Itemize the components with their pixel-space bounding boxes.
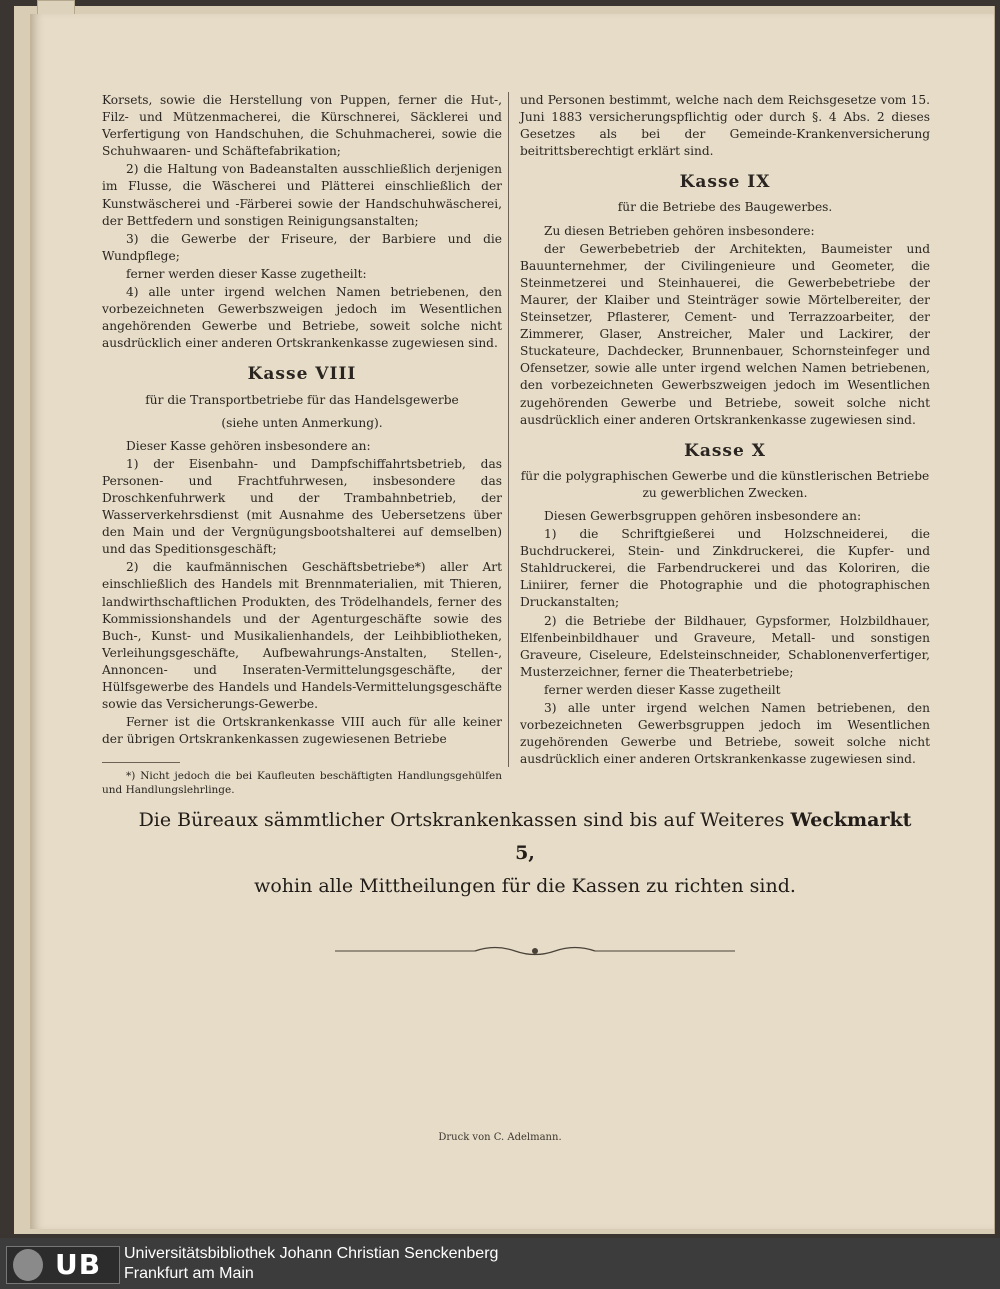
paragraph: 3) die Gewerbe der Friseure, der Barbiere und die Wundpflege; <box>102 231 502 263</box>
paragraph: 4) alle unter irgend welchen Namen betriebenen, den vorbezeichneten Gewerbszweigen jedoch im Wesentlichen angehörenden Gewerbe und Betriebe, soweit solche nicht ausdrücklich einer anderen Ortskrankenkasse zugewiesen sind. <box>102 285 502 351</box>
library-city: Frankfurt am Main <box>124 1265 254 1282</box>
bleed-through <box>115 900 875 1100</box>
section-subtitle: für die polygraphischen Gewerbe und die künstlerischen Betriebe zu gewerblichen Zwecken. <box>520 468 930 500</box>
footnote: *) Nicht jedoch die bei Kaufleuten beschäftigten Handlungsgehülfen und Handlungslehrlinge. <box>102 770 502 797</box>
right-column <box>520 92 930 769</box>
paragraph: ferner werden dieser Kasse zugetheilt: <box>126 266 367 281</box>
ub-logo <box>6 1246 120 1284</box>
office-notice <box>135 804 915 903</box>
paragraph: Ferner ist die Ortskrankenkasse VIII auch für alle keiner der übrigen Ortskrankenkassen zugewiesenen Betriebe <box>102 715 502 747</box>
portrait-icon <box>13 1249 43 1281</box>
section-heading-kasse-viii: Kasse VIII <box>247 364 357 385</box>
paragraph: 2) die Haltung von Badeanstalten ausschließlich derjenigen im Flusse, die Wäscherei und Plätterei einschließlich der Kunstwäscherei und -Färberei sowie der Handschuhwäscherei, der Bettfedern und sonstigen Reinigungsanstalten; <box>102 162 502 228</box>
section-heading-kasse-x: Kasse X <box>684 440 766 461</box>
paragraph: 1) der Eisenbahn- und Dampfschiffahrtsbetrieb, das Personen- und Frachtfuhrwesen, insbesondere das Droschkenfuhrwerk und der Trambahnbetrieb, der Wasserverkehrsdienst (mit Ausnahme des Uebersetzens über den Main und der Vergnügungsbootshalterei auf demselben) und das Speditionsgeschäft; <box>102 456 502 557</box>
paragraph: 2) die kaufmännischen Geschäftsbetriebe*) aller Art einschließlich des Handels mit Brennmaterialien, mit Thieren, landwirthschaftlichen Produkten, des Trödelhandels, ferner des Kommissionshandels und der Agenturgeschäfte sowie des Buch-, Kunst- und Musikalienhandels, der Leihbibliotheken, Verleihungsgeschäfte, Aufbewahrungs-Anstalten, Stellen-, Annoncen- und Inseraten-Vermittelungsgeschäfte, der Hülfsgewerbe des Handels und Handels-Vermittelungsgeschäfte sowie das Versicherungs-Gewerbe. <box>102 560 502 712</box>
paragraph: Diesen Gewerbsgruppen gehören insbesondere an: <box>544 508 862 523</box>
paragraph: Dieser Kasse gehören insbesondere an: <box>126 438 371 453</box>
notice-text: Die Büreaux sämmtlicher Ortskrankenkassen sind bis auf Weiteres <box>138 809 791 831</box>
paragraph: ferner werden dieser Kasse zugetheilt <box>544 682 781 697</box>
section-subtitle: für die Transportbetriebe für das Handelsgewerbe <box>145 392 459 407</box>
section-subtitle: für die Betriebe des Baugewerbes. <box>617 200 833 215</box>
paragraph: Korsets, sowie die Herstellung von Puppen, ferner die Hut-, Filz- und Mützenmacherei, die Kürschnerei, Säcklerei und Verfertigung von Handschuhen, die Schuhmacherei, sowie die Schuhwaaren- und Schäftefabrikation; <box>102 93 502 159</box>
column-divider <box>508 92 509 767</box>
paragraph: Zu diesen Betrieben gehören insbesondere: <box>544 223 815 238</box>
left-column <box>102 92 502 798</box>
paragraph: 2) die Betriebe der Bildhauer, Gypsformer, Holzbildhauer, Elfenbeinbildhauer und Graveure, Metall- und sonstigen Graveure, Ciseleure, Edelsteinschneider, Schablonenverfertiger, Musterzeichner, ferner die Theaterbetriebe; <box>520 613 930 679</box>
notice-address: Weckmarkt 5, <box>515 809 912 864</box>
footer-lines <box>124 1244 498 1284</box>
library-footer <box>0 1238 1000 1289</box>
library-name: Universitätsbibliothek Johann Christian Senckenberg <box>124 1245 499 1262</box>
section-heading-kasse-ix: Kasse IX <box>679 172 771 193</box>
paragraph: 3) alle unter irgend welchen Namen betriebenen, den vorbezeichneten Gewerbsgruppen jedoch im Wesentlichen zugehörenden Gewerbe und Betriebe, soweit solche nicht ausdrücklich einer anderen Ortskrankenkasse zugewiesen sind. <box>520 701 930 767</box>
paragraph: der Gewerbebetrieb der Architekten, Baumeister und Bauunternehmer, der Civilingenieure und Geometer, die Steinmetzerei und Steinhauerei, die Gewerbebetriebe der Maurer, der Klaiber und Steinträger sowie Mörtelbereiter, der Steinsetzer, Pflasterer, Cement- und Terrazzoarbeiter, der Zimmerer, Glaser, Anstreicher, Maler und Lackirer, der Stuckateure, Dachdecker, Brunnenbauer, Schornsteinfeger und Ofensetzer, sowie alle unter irgend welchen Namen betriebenen, den vorbezeichneten Gewerbszweigen jedoch im Wesentlichen zugehörenden Gewerbe und Betriebe, soweit solche nicht ausdrücklich einer anderen Ortskrankenkasse zugewiesen sind. <box>520 241 930 427</box>
paragraph: und Personen bestimmt, welche nach dem Reichsgesetze vom 15. Juni 1883 versicherungspflichtig oder durch §. 4 Abs. 2 dieses Gesetzes als bei der Gemeinde-Krankenversicherung beitrittsberechtigt erklärt sind. <box>520 93 930 159</box>
paragraph: 1) die Schriftgießerei und Holzschneiderei, die Buchdruckerei, Stein- und Zinkdruckerei, die Kupfer- und Stahldruckerei, die Farbendruckerei und das Koloriren, die Liniirer, ferner die Photographie und die photographischen Druckanstalten; <box>520 527 930 610</box>
section-subtitle-note: (siehe unten Anmerkung). <box>221 415 383 430</box>
footnote-rule <box>102 762 180 763</box>
logo-text: UB <box>55 1248 102 1281</box>
notice-text: wohin alle Mittheilungen für die Kassen zu richten sind. <box>254 875 796 897</box>
printer-imprint: Druck von C. Adelmann. <box>438 1132 562 1143</box>
